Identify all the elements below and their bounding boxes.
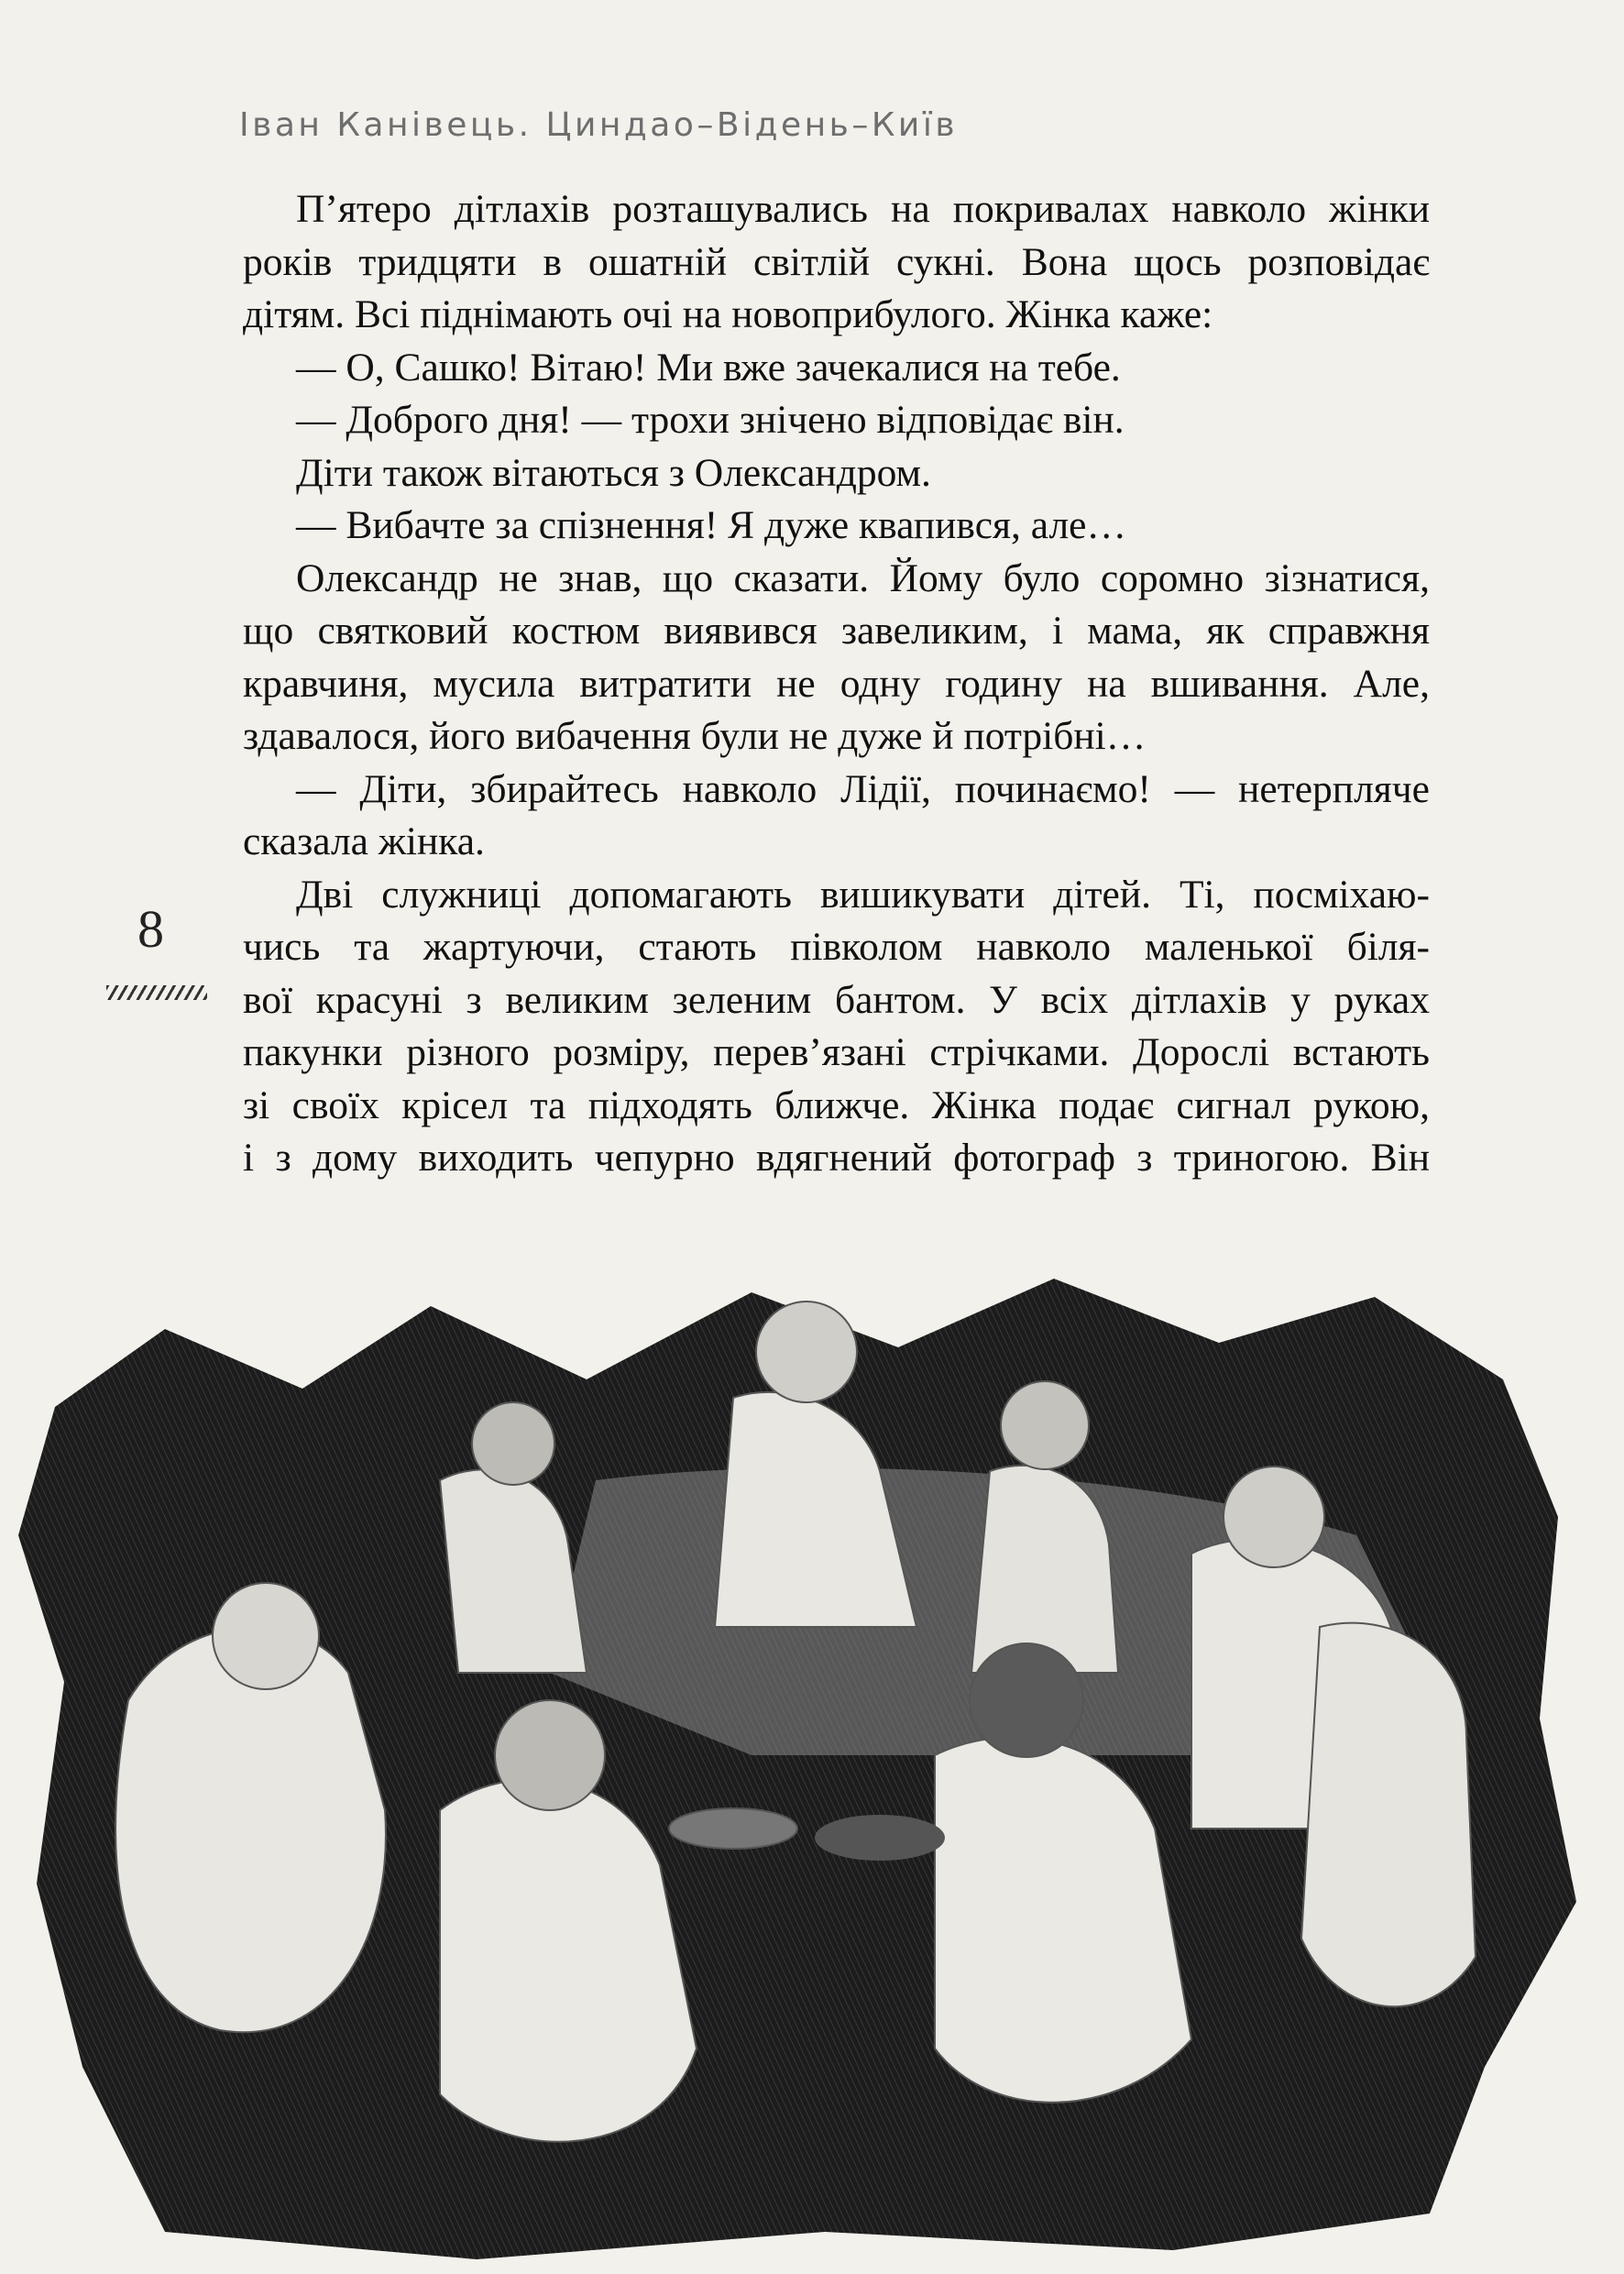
text-line: пакунки різного розміру, перев’язані стрічками. Дорослі встають bbox=[243, 1030, 1430, 1074]
text-line: — Вибачте за спізнення! Я дуже квапився, але… bbox=[296, 503, 1126, 547]
text-line: і з дому виходить чепурно вдягнений фотограф з триногою. Він bbox=[243, 1136, 1430, 1180]
text-line: — О, Сашко! Вітаю! Ми вже зачекалися на тебе. bbox=[296, 345, 1121, 390]
page-number-ornament bbox=[106, 985, 207, 1000]
page-number: 8 bbox=[137, 899, 164, 959]
text-line: дітям. Всі піднімають очі на новоприбулого. Жінка каже: bbox=[243, 292, 1213, 336]
text-line: Дві служниці допомагають вишикувати дітей. Ті, посміхаю- bbox=[296, 872, 1430, 917]
text-line: сказала жінка. bbox=[243, 819, 485, 863]
text-line: П’ятеро дітлахів розташувались на покривалах навколо жінки bbox=[296, 187, 1430, 231]
running-head: Іван Канівець. Циндао–Відень–Київ bbox=[239, 106, 959, 144]
text-line: вої красуні з великим зеленим бантом. У всіх дітлахів у руках bbox=[243, 977, 1430, 1022]
text-line: що святковий костюм виявився завеликим, і мама, як справжня bbox=[243, 609, 1430, 653]
text-line: — Доброго дня! — трохи знічено відповідає він. bbox=[296, 398, 1125, 442]
text-line: — Діти, збирайтесь навколо Лідії, починаємо! — нетерпляче bbox=[296, 766, 1430, 811]
body-text bbox=[243, 183, 1430, 1185]
text-line: кравчиня, мусила витратити не одну годину на вшивання. Але, bbox=[243, 661, 1430, 706]
picnic-illustration bbox=[0, 1242, 1624, 2274]
text-line: здавалося, його вибачення були не дуже й потрібні… bbox=[243, 714, 1147, 758]
text-line: років тридцяти в ошатній світлій сукні. Вона щось розповідає bbox=[243, 239, 1430, 284]
text-line: Олександр не знав, що сказати. Йому було соромно зізнатися, bbox=[296, 555, 1430, 600]
text-line: зі своїх крісел та підходять ближче. Жінка подає сигнал рукою, bbox=[243, 1082, 1430, 1127]
text-line: чись та жартуючи, стають півколом навколо маленької біля- bbox=[243, 925, 1430, 969]
text-line: Діти також вітаються з Олександром. bbox=[296, 450, 931, 495]
